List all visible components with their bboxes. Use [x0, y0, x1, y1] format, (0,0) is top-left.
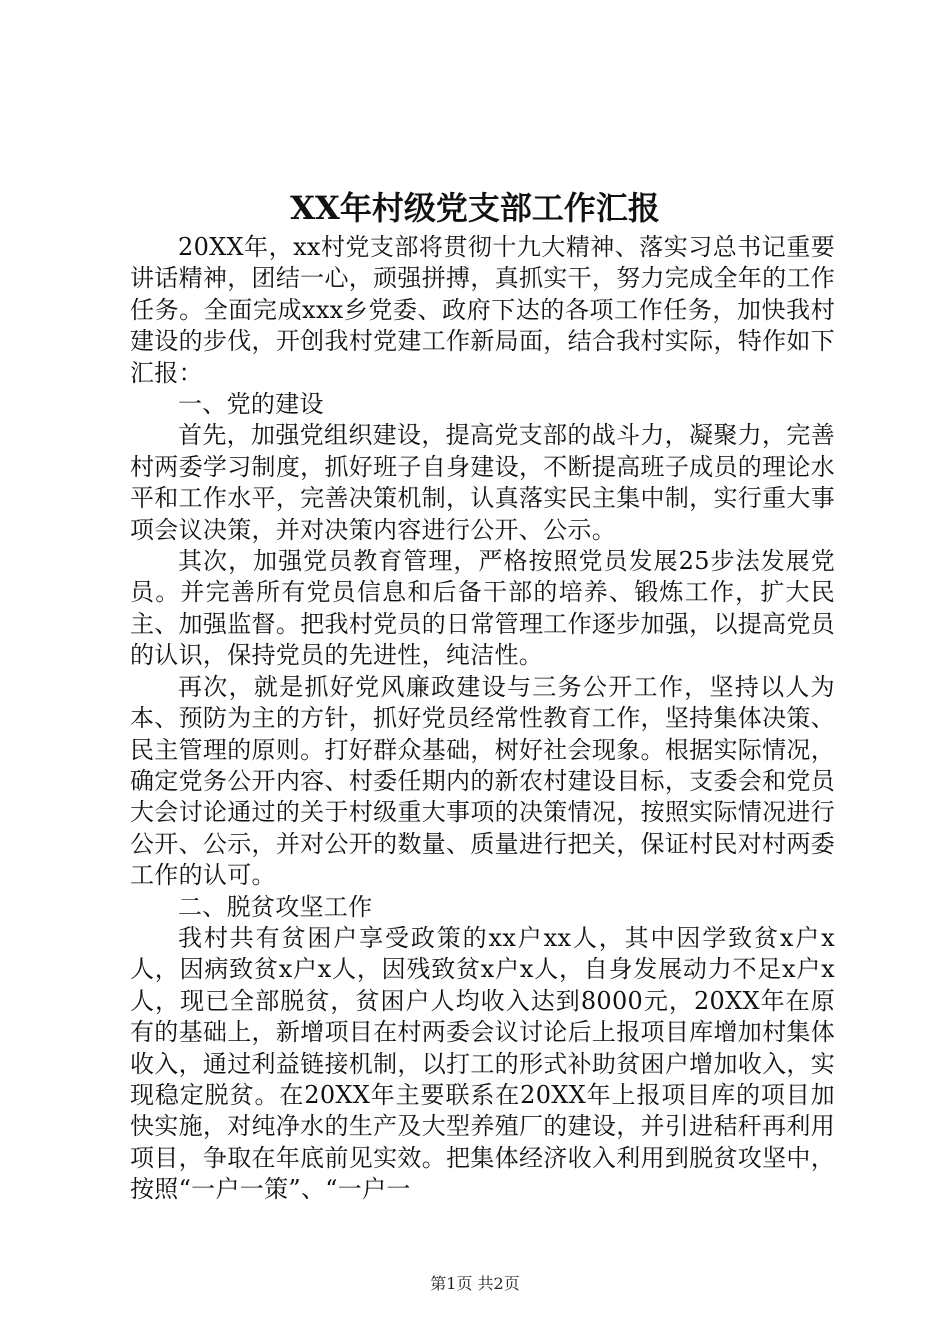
section-heading-poverty-alleviation: 二、脱贫攻坚工作	[178, 892, 373, 921]
document-body	[130, 232, 835, 1206]
intro-paragraph: 20XX年，xx村党支部将贯彻十九大精神、落实习总书记重要讲话精神，团结一心，顽强拼搏，真抓实干，努力完成全年的工作任务。全面完成xxx乡党委、政府下达的各项工作任务，加快我村建设的步伐，开创我村党建工作新局面，结合我村实际，特作如下汇报：	[130, 233, 835, 387]
body-paragraph: 我村共有贫困户享受政策的xx户xx人，其中因学致贫x户x人，因病致贫x户x人，因残致贫x户x人，自身发展动力不足x户x人，现已全部脱贫，贫困户人均收入达到8000元，20XX年在原有的基础上，新增项目在村两委会议讨论后上报项目库增加村集体收入，通过利益链接机制，以打工的形式补助贫困户增加收入，实现稳定脱贫。在20XX年主要联系在20XX年上报项目库的项目加快实施，对纯净水的生产及大型养殖厂的建设，并引进秸秆再利用项目，争取在年底前见实效。把集体经济收入利用到脱贫攻坚中，按照“一户一策”、“一户一	[130, 923, 835, 1204]
section-heading-party-building: 一、党的建设	[178, 390, 324, 419]
page-number-footer: 第1页 共2页	[430, 1274, 520, 1293]
body-paragraph: 再次，就是抓好党风廉政建设与三务公开工作，坚持以人为本、预防为主的方针，抓好党员经常性教育工作，坚持集体决策、民主管理的原则。打好群众基础，树好社会现象。根据实际情况，确定党务公开内容、村委任期内的新农村建设目标，支委会和党员大会讨论通过的关于村级重大事项的决策情况，按照实际情况进行公开、公示，并对公开的数量、质量进行把关，保证村民对村两委工作的认可。	[130, 672, 835, 890]
document-title: XX年村级党支部工作汇报	[290, 189, 660, 227]
body-paragraph: 首先，加强党组织建设，提高党支部的战斗力，凝聚力，完善村两委学习制度，抓好班子自身建设，不断提高班子成员的理论水平和工作水平，完善决策机制，认真落实民主集中制，实行重大事项会议决策，并对决策内容进行公开、公示。	[130, 421, 835, 544]
body-paragraph: 其次，加强党员教育管理，严格按照党员发展25步法发展党员。并完善所有党员信息和后备干部的培养、锻炼工作，扩大民主、加强监督。把我村党员的日常管理工作逐步加强，以提高党员的认识，保持党员的先进性，纯洁性。	[130, 547, 835, 670]
